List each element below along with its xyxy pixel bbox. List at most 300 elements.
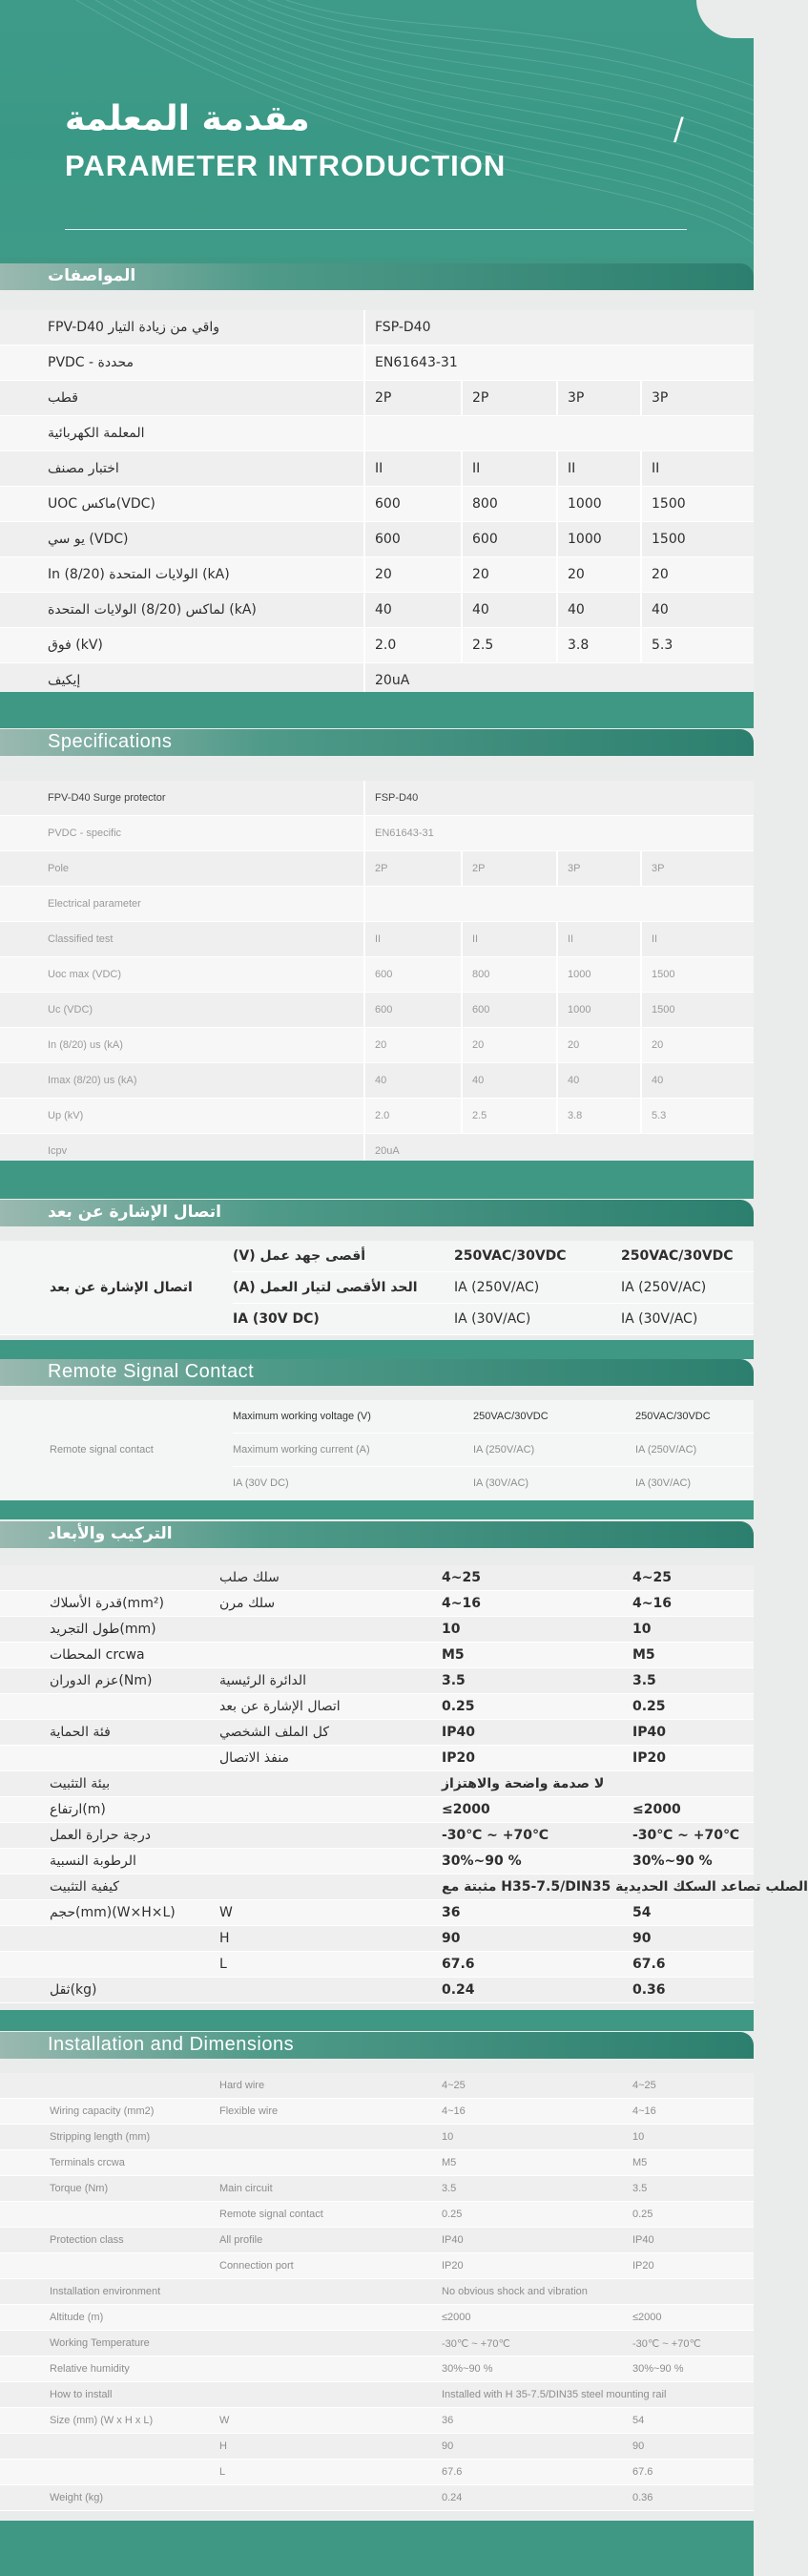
table-cell <box>0 2460 219 2485</box>
table-row <box>0 781 754 816</box>
table-row <box>0 2253 754 2279</box>
table-cell <box>219 2485 442 2511</box>
table-row <box>0 381 754 416</box>
table-cell: درجة حرارة العمل <box>0 1823 219 1849</box>
table-row <box>0 1849 754 1874</box>
table-cell: 20 <box>462 557 557 593</box>
table-cell: 20 <box>641 557 754 593</box>
table-cell: -30℃ ~ +70℃ <box>632 2331 754 2356</box>
table-cell <box>219 2305 442 2331</box>
table-cell: 1500 <box>641 993 754 1028</box>
table-cell: All profile <box>219 2228 442 2253</box>
table-cell: المحطات crcwa <box>0 1643 219 1668</box>
table-cell: 3P <box>641 851 754 887</box>
section-header-remote-en <box>0 1359 754 1386</box>
table-cell: UOC ماكس(VDC) <box>0 487 364 522</box>
table-cell: اتصال الإشارة عن بعد <box>219 1694 442 1720</box>
table-cell: M5 <box>632 2150 754 2176</box>
table-row <box>0 2408 754 2434</box>
section-title: التركيب والأبعاد <box>48 1524 173 1543</box>
table-cell: مثبتة مع H35-7.5/DIN35 الصلب تصاعد السكك الحديدية <box>442 1874 754 1900</box>
table-row <box>0 1099 754 1134</box>
table-cell: II <box>641 922 754 957</box>
table-row <box>0 2125 754 2150</box>
table-row <box>0 2305 754 2331</box>
table-cell: L <box>219 1952 442 1978</box>
section-band <box>0 1500 754 1519</box>
table-cell: -30℃ ~ +70℃ <box>442 1823 632 1849</box>
table-cell: H <box>219 1926 442 1952</box>
table-cell: IA (250V/AC) <box>621 1272 754 1304</box>
table-row <box>0 557 754 593</box>
table-row <box>0 2228 754 2253</box>
table-cell: IA (250V/AC) <box>473 1434 635 1467</box>
table-cell: 40 <box>364 593 462 628</box>
table-cell: Flexible wire <box>219 2099 442 2125</box>
table-cell: 30%~90 % <box>632 2356 754 2382</box>
table-cell: كل الملف الشخصي <box>219 1720 442 1746</box>
table-cell: Main circuit <box>219 2176 442 2202</box>
table-cell: 20 <box>364 1028 462 1063</box>
table-cell <box>219 1823 442 1849</box>
table-row <box>0 2073 754 2099</box>
table-cell: 10 <box>442 2125 632 2150</box>
table-cell: 20 <box>557 557 641 593</box>
table-row <box>0 1063 754 1099</box>
table-cell <box>219 1978 442 2003</box>
table-cell: FSP-D40 <box>364 310 754 346</box>
table-cell: IP20 <box>442 2253 632 2279</box>
table-cell <box>0 1746 219 1771</box>
table-cell: 20 <box>557 1028 641 1063</box>
table-cell: Torque (Nm) <box>0 2176 219 2202</box>
table-cell: II <box>462 451 557 487</box>
table-cell: 30%~90 % <box>442 1849 632 1874</box>
table-row <box>0 993 754 1028</box>
table-cell: 1500 <box>641 522 754 557</box>
table-cell: عزم الدوران(Nm) <box>0 1668 219 1694</box>
table-cell: 90 <box>442 2434 632 2460</box>
table-cell: Electrical parameter <box>0 887 364 922</box>
hero-divider <box>65 229 687 230</box>
table-row <box>0 2176 754 2202</box>
table-row <box>0 1771 754 1797</box>
table-row <box>0 1746 754 1771</box>
table-cell: IA (250V/AC) <box>454 1272 621 1304</box>
table-cell: 90 <box>632 2434 754 2460</box>
table-cell: 20 <box>462 1028 557 1063</box>
table-cell <box>0 2073 219 2099</box>
table-row <box>0 310 754 346</box>
table-cell: 40 <box>557 593 641 628</box>
table-row <box>0 628 754 663</box>
table-cell: 1500 <box>641 487 754 522</box>
table-cell: II <box>462 922 557 957</box>
table-cell: 40 <box>641 1063 754 1099</box>
table-cell: Remote signal contact <box>219 2202 442 2228</box>
table-cell: Terminals crcwa <box>0 2150 219 2176</box>
table-cell: IA (30V DC) <box>233 1304 454 1335</box>
table-cell: M5 <box>442 1643 632 1668</box>
table-cell: 600 <box>364 957 462 993</box>
table-cell: 3.5 <box>442 2176 632 2202</box>
table-row <box>0 1978 754 2003</box>
table-cell <box>0 1952 219 1978</box>
table-cell <box>0 2253 219 2279</box>
table-row <box>0 416 754 451</box>
table-row <box>0 487 754 522</box>
remote-table-ar <box>0 1241 754 1335</box>
table-cell: 2.0 <box>364 1099 462 1134</box>
table-cell: 20 <box>641 1028 754 1063</box>
table-cell: 4~25 <box>632 2073 754 2099</box>
table-cell: كيفية التثبيت <box>0 1874 219 1900</box>
table-cell: 800 <box>462 487 557 522</box>
table-row <box>0 1720 754 1746</box>
table-cell: قطب <box>0 381 364 416</box>
table-cell: Installed with H 35-7.5/DIN35 steel mounting rail <box>442 2382 754 2408</box>
table-cell: PVDC - محددة <box>0 346 364 381</box>
hero-banner <box>0 0 754 258</box>
table-cell <box>219 2331 442 2356</box>
table-row <box>0 2485 754 2511</box>
table-cell: -30℃ ~ +70℃ <box>632 1823 754 1849</box>
table-cell: 67.6 <box>442 1952 632 1978</box>
table-row <box>0 1617 754 1643</box>
table-cell: 40 <box>462 1063 557 1099</box>
table-row <box>0 522 754 557</box>
table-cell: IA (30V/AC) <box>454 1304 621 1335</box>
table-row <box>0 2356 754 2382</box>
table-cell: الدائرة الرئيسية <box>219 1668 442 1694</box>
table-row <box>0 346 754 381</box>
table-cell: -30℃ ~ +70℃ <box>442 2331 632 2356</box>
table-cell: 67.6 <box>442 2460 632 2485</box>
table-row <box>0 2150 754 2176</box>
table-cell <box>0 2434 219 2460</box>
table-cell <box>219 2125 442 2150</box>
section-header-install-en <box>0 2032 754 2059</box>
table-cell: IA (30V/AC) <box>635 1467 754 1500</box>
table-cell <box>0 1926 219 1952</box>
section-header-install-ar <box>0 1521 754 1548</box>
table-cell: ارتفاع(m) <box>0 1797 219 1823</box>
table-cell: إيكيف <box>0 663 364 699</box>
section-title: اتصال الإشارة عن بعد <box>48 1203 221 1222</box>
table-cell: IA (30V/AC) <box>621 1304 754 1335</box>
table-row <box>0 816 754 851</box>
hero-title-ar: مقدمة المعلمة <box>65 99 310 138</box>
table-cell <box>364 887 754 922</box>
table-cell: 600 <box>364 993 462 1028</box>
table-row <box>0 1028 754 1063</box>
table-cell: M5 <box>632 1643 754 1668</box>
table-cell: 800 <box>462 957 557 993</box>
table-cell: 250VAC/30VDC <box>621 1241 754 1272</box>
table-cell: W <box>219 2408 442 2434</box>
table-cell <box>219 2150 442 2176</box>
install-table-en <box>0 2073 754 2511</box>
table-cell: IP40 <box>632 1720 754 1746</box>
table-cell: 3.8 <box>557 628 641 663</box>
table-cell: 0.25 <box>632 2202 754 2228</box>
table-row <box>0 922 754 957</box>
section-title: Installation and Dimensions <box>48 2034 295 2055</box>
table-cell: In (8/20) us (kA) <box>0 1028 364 1063</box>
table-cell: 3P <box>557 851 641 887</box>
spec-table-ar <box>0 310 754 699</box>
table-row <box>0 1591 754 1617</box>
table-cell: Working Temperature <box>0 2331 219 2356</box>
table-cell: Protection class <box>0 2228 219 2253</box>
table-cell: IP40 <box>442 1720 632 1746</box>
table-cell: W <box>219 1900 442 1926</box>
table-cell: 600 <box>462 993 557 1028</box>
table-cell: 5.3 <box>641 1099 754 1134</box>
table-cell: Uoc max (VDC) <box>0 957 364 993</box>
table-cell: 600 <box>364 522 462 557</box>
table-cell: 36 <box>442 2408 632 2434</box>
table-cell: 1000 <box>557 522 641 557</box>
table-cell: IP20 <box>632 2253 754 2279</box>
table-cell: 10 <box>442 1617 632 1643</box>
table-cell: سلك مرن <box>219 1591 442 1617</box>
table-cell: 0.36 <box>632 1978 754 2003</box>
table-cell: ≤2000 <box>632 1797 754 1823</box>
table-cell: 2P <box>364 381 462 416</box>
table-cell: EN61643-31 <box>364 346 754 381</box>
table-cell <box>219 2356 442 2382</box>
table-cell: 20uA <box>364 663 754 699</box>
table-row <box>0 593 754 628</box>
table-cell: 90 <box>632 1926 754 1952</box>
table-cell: 600 <box>364 487 462 522</box>
table-cell: 1000 <box>557 993 641 1028</box>
table-cell: حجم(mm)(W×H×L) <box>0 1900 219 1926</box>
table-cell: Maximum working voltage (V) <box>233 1400 473 1434</box>
table-row <box>0 2202 754 2228</box>
table-cell: (A) الحد الأقصى لتيار العمل <box>233 1272 454 1304</box>
table-cell: Stripping length (mm) <box>0 2125 219 2150</box>
table-cell: IA (250V/AC) <box>635 1434 754 1467</box>
table-cell: 0.24 <box>442 1978 632 2003</box>
table-cell: طول التجريد(mm) <box>0 1617 219 1643</box>
table-row <box>0 1668 754 1694</box>
table-row <box>0 1643 754 1668</box>
table-cell <box>219 2279 442 2305</box>
table-cell: لا صدمة واضحة والاهتزاز <box>442 1771 754 1797</box>
table-cell: فوق (kV) <box>0 628 364 663</box>
table-cell <box>219 1617 442 1643</box>
table-cell: لماكس (8/20) الولايات المتحدة (kA) <box>0 593 364 628</box>
install-table-ar <box>0 1565 808 2003</box>
table-cell: 0.36 <box>632 2485 754 2511</box>
table-cell: 67.6 <box>632 1952 754 1978</box>
table-cell: سلك صلب <box>219 1565 442 1591</box>
table-cell: FPV-D40 واقي من زيادة التيار <box>0 310 364 346</box>
table-row <box>0 1926 754 1952</box>
table-cell <box>219 2382 442 2408</box>
table-cell: 1500 <box>641 957 754 993</box>
table-cell: 0.25 <box>442 1694 632 1720</box>
table-cell: 3.5 <box>632 2176 754 2202</box>
table-cell: L <box>219 2460 442 2485</box>
table-row <box>0 1952 754 1978</box>
table-cell: 54 <box>632 2408 754 2434</box>
table-cell: اختبار مصنف <box>0 451 364 487</box>
table-cell: IA (30V DC) <box>233 1467 473 1500</box>
table-cell: 3P <box>641 381 754 416</box>
table-cell: 3.5 <box>442 1668 632 1694</box>
section-band <box>0 692 754 728</box>
section-header-spec-en <box>0 729 754 756</box>
table-cell: 0.24 <box>442 2485 632 2511</box>
table-cell: 10 <box>632 1617 754 1643</box>
table-row <box>0 1565 754 1591</box>
table-cell: فئة الحماية <box>0 1720 219 1746</box>
table-cell: How to install <box>0 2382 219 2408</box>
table-row <box>0 2382 754 2408</box>
table-cell <box>219 1643 442 1668</box>
table-cell: 2P <box>462 381 557 416</box>
table-row <box>0 1900 754 1926</box>
table-cell <box>219 1874 442 1900</box>
remote-table-en <box>0 1400 754 1500</box>
table-cell: (V) أقصى جهد عمل <box>233 1241 454 1272</box>
table-cell: الرطوبة النسبية <box>0 1849 219 1874</box>
table-row <box>0 1797 754 1823</box>
table-cell: 0.25 <box>632 1694 754 1720</box>
table-row <box>0 1694 754 1720</box>
table-cell: 30%~90 % <box>632 1849 754 1874</box>
table-cell: II <box>557 922 641 957</box>
table-cell: 250VAC/30VDC <box>454 1241 621 1272</box>
table-cell: منفذ الاتصال <box>219 1746 442 1771</box>
table-cell: FSP-D40 <box>364 781 754 816</box>
table-cell: Altitude (m) <box>0 2305 219 2331</box>
table-cell: 20 <box>364 557 462 593</box>
table-row <box>0 2331 754 2356</box>
table-cell: Installation environment <box>0 2279 219 2305</box>
table-cell: FPV-D40 Surge protector <box>0 781 364 816</box>
table-cell: In (8/20) الولايات المتحدة (kA) <box>0 557 364 593</box>
table-cell: IP20 <box>632 1746 754 1771</box>
table-cell: 20uA <box>364 1134 754 1169</box>
table-cell: Pole <box>0 851 364 887</box>
table-cell: 4~25 <box>442 2073 632 2099</box>
table-cell: ثقل(kg) <box>0 1978 219 2003</box>
table-cell: 40 <box>557 1063 641 1099</box>
table-cell: 36 <box>442 1900 632 1926</box>
table-cell: II <box>364 922 462 957</box>
table-cell: 3.8 <box>557 1099 641 1134</box>
section-band <box>0 1161 754 1199</box>
table-cell: 4~16 <box>632 2099 754 2125</box>
table-cell: IP40 <box>632 2228 754 2253</box>
table-cell <box>219 1797 442 1823</box>
table-cell: Relative humidity <box>0 2356 219 2382</box>
table-row <box>0 2460 754 2485</box>
table-cell: 250VAC/30VDC <box>635 1400 754 1434</box>
section-band <box>0 2010 754 2031</box>
table-cell <box>0 1565 219 1591</box>
table-cell: Remote signal contact <box>0 1400 233 1500</box>
table-row <box>0 2434 754 2460</box>
section-header-remote-ar <box>0 1200 754 1226</box>
table-cell: 67.6 <box>632 2460 754 2485</box>
table-cell: 10 <box>632 2125 754 2150</box>
table-cell: 4~25 <box>632 1565 754 1591</box>
table-row <box>0 1823 754 1849</box>
table-cell: Hard wire <box>219 2073 442 2099</box>
table-cell: No obvious shock and vibration <box>442 2279 754 2305</box>
section-title: Specifications <box>48 731 173 752</box>
table-cell: 2.5 <box>462 1099 557 1134</box>
table-cell: Maximum working current (A) <box>233 1434 473 1467</box>
table-cell: Up (kV) <box>0 1099 364 1134</box>
spec-table-en <box>0 781 754 1169</box>
table-cell: 4~16 <box>632 1591 754 1617</box>
table-cell: Uc (VDC) <box>0 993 364 1028</box>
hero-slash: / <box>673 111 684 147</box>
table-cell: قدرة الأسلاك(mm²) <box>0 1591 219 1617</box>
table-cell <box>219 1849 442 1874</box>
table-row <box>0 451 754 487</box>
table-cell: ≤2000 <box>442 2305 632 2331</box>
table-row <box>0 2279 754 2305</box>
table-row <box>0 957 754 993</box>
table-cell: Icpv <box>0 1134 364 1169</box>
hero-title-en: PARAMETER INTRODUCTION <box>65 149 507 182</box>
table-row <box>0 851 754 887</box>
table-cell: Wiring capacity (mm2) <box>0 2099 219 2125</box>
table-cell <box>364 416 754 451</box>
table-cell: 40 <box>462 593 557 628</box>
table-cell: 5.3 <box>641 628 754 663</box>
table-cell: 40 <box>641 593 754 628</box>
table-cell: 600 <box>462 522 557 557</box>
table-cell: 1000 <box>557 487 641 522</box>
table-cell: H <box>219 2434 442 2460</box>
table-cell: ≤2000 <box>442 1797 632 1823</box>
table-cell: 1000 <box>557 957 641 993</box>
table-cell: 4~25 <box>442 1565 632 1591</box>
table-cell: يو سي (VDC) <box>0 522 364 557</box>
table-cell: 0.25 <box>442 2202 632 2228</box>
table-cell: Connection port <box>219 2253 442 2279</box>
table-cell: 2P <box>462 851 557 887</box>
table-cell: IP20 <box>442 1746 632 1771</box>
section-title: المواصفات <box>48 266 136 285</box>
table-cell: Imax (8/20) us (kA) <box>0 1063 364 1099</box>
table-cell: M5 <box>442 2150 632 2176</box>
table-cell: II <box>364 451 462 487</box>
table-cell: 2.5 <box>462 628 557 663</box>
table-cell: IA (30V/AC) <box>473 1467 635 1500</box>
table-cell: 2.0 <box>364 628 462 663</box>
table-cell: ≤2000 <box>632 2305 754 2331</box>
table-row <box>0 1400 754 1434</box>
table-cell: II <box>557 451 641 487</box>
table-cell: Classified test <box>0 922 364 957</box>
table-cell: 3.5 <box>632 1668 754 1694</box>
table-cell: 4~16 <box>442 2099 632 2125</box>
table-cell <box>0 1694 219 1720</box>
table-cell: 2P <box>364 851 462 887</box>
table-cell: 3P <box>557 381 641 416</box>
table-cell: Size (mm) (W x H x L) <box>0 2408 219 2434</box>
table-cell: IP40 <box>442 2228 632 2253</box>
